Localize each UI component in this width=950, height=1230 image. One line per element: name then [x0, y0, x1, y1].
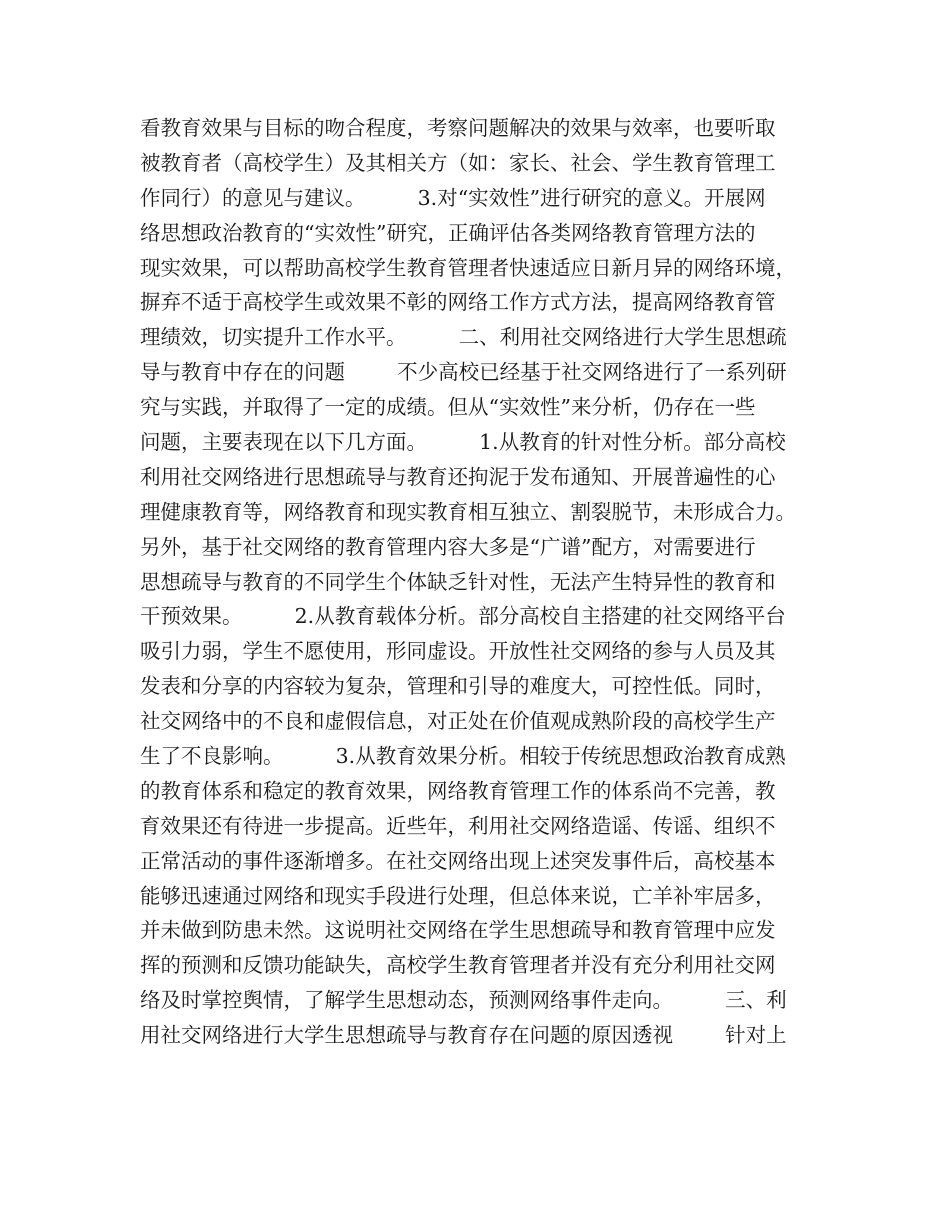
- text-line: 看教育效果与目标的吻合程度，考察问题解决的效果与效率，也要听取: [140, 116, 776, 140]
- text-line: 干预效果。 2.从教育载体分析。部分高校自主搭建的社交网络平台: [140, 604, 786, 629]
- text-line: 理绩效，切实提升工作水平。 二、利用社交网络进行大学生思想疏: [140, 325, 787, 350]
- text-line: 究与实践，并取得了一定的成绩。但从“实效性”来分析，仍存在一些: [140, 395, 756, 420]
- text-line: 发表和分享的内容较为复杂，管理和引导的难度大，可控性低。同时，: [140, 674, 776, 699]
- text-line: 被教育者（高校学生）及其相关方（如：家长、社会、学生教育管理工: [140, 150, 776, 175]
- text-line: 摒弃不适于高校学生或效果不彰的网络工作方式方法，提高网络教育管: [140, 290, 776, 315]
- text-line: 用社交网络进行大学生思想疏导与教育存在问题的原因透视 针对上: [140, 1023, 787, 1048]
- text-line: 作同行）的意见与建议。 3.对“实效性”进行研究的意义。开展网: [140, 185, 766, 210]
- text-line: 另外，基于社交网络的教育管理内容大多是“广谱”配方，对需要进行: [140, 534, 756, 559]
- text-line: 生了不良影响。 3.从教育效果分析。相较于传统思想政治教育成熟: [140, 744, 786, 769]
- text-line: 能够迅速通过网络和现实手段进行处理，但总体来说，亡羊补牢居多，: [140, 883, 776, 908]
- text-line: 吸引力弱，学生不愿使用，形同虚设。开放性社交网络的参与人员及其: [140, 639, 776, 664]
- text-line: 并未做到防患未然。这说明社交网络在学生思想疏导和教育管理中应发: [140, 918, 776, 943]
- text-line: 利用社交网络进行思想疏导与教育还拘泥于发布通知、开展普遍性的心: [140, 464, 776, 489]
- text-line: 挥的预测和反馈功能缺失，高校学生教育管理者并没有充分利用社交网: [140, 953, 776, 978]
- text-line: 育效果还有待进一步提高。近些年，利用社交网络造谣、传谣、组织不: [140, 813, 776, 838]
- text-line: 的教育体系和稳定的教育效果，网络教育管理工作的体系尚不完善，教: [140, 778, 776, 803]
- text-line: 社交网络中的不良和虚假信息，对正处在价值观成熟阶段的高校学生产: [140, 709, 776, 734]
- text-line: 思想疏导与教育的不同学生个体缺乏针对性，无法产生特异性的教育和: [140, 569, 776, 594]
- body-text: [140, 111, 820, 1053]
- text-line: 导与教育中存在的问题 不少高校已经基于社交网络进行了一系列研: [140, 360, 787, 385]
- text-line: 理健康教育等，网络教育和现实教育相互独立、割裂脱节，未形成合力。: [140, 499, 796, 524]
- text-line: 络及时掌控舆情，了解学生思想动态，预测网络事件走向。 三、利: [140, 988, 787, 1013]
- text-line: 问题，主要表现在以下几方面。 1.从教育的针对性分析。部分高校: [140, 430, 786, 455]
- text-line: 正常活动的事件逐渐增多。在社交网络出现上述突发事件后，高校基本: [140, 848, 776, 873]
- text-line: 现实效果，可以帮助高校学生教育管理者快速适应日新月异的网络环境，: [140, 255, 796, 280]
- text-line: 络思想政治教育的“实效性”研究，正确评估各类网络教育管理方法的: [140, 220, 756, 245]
